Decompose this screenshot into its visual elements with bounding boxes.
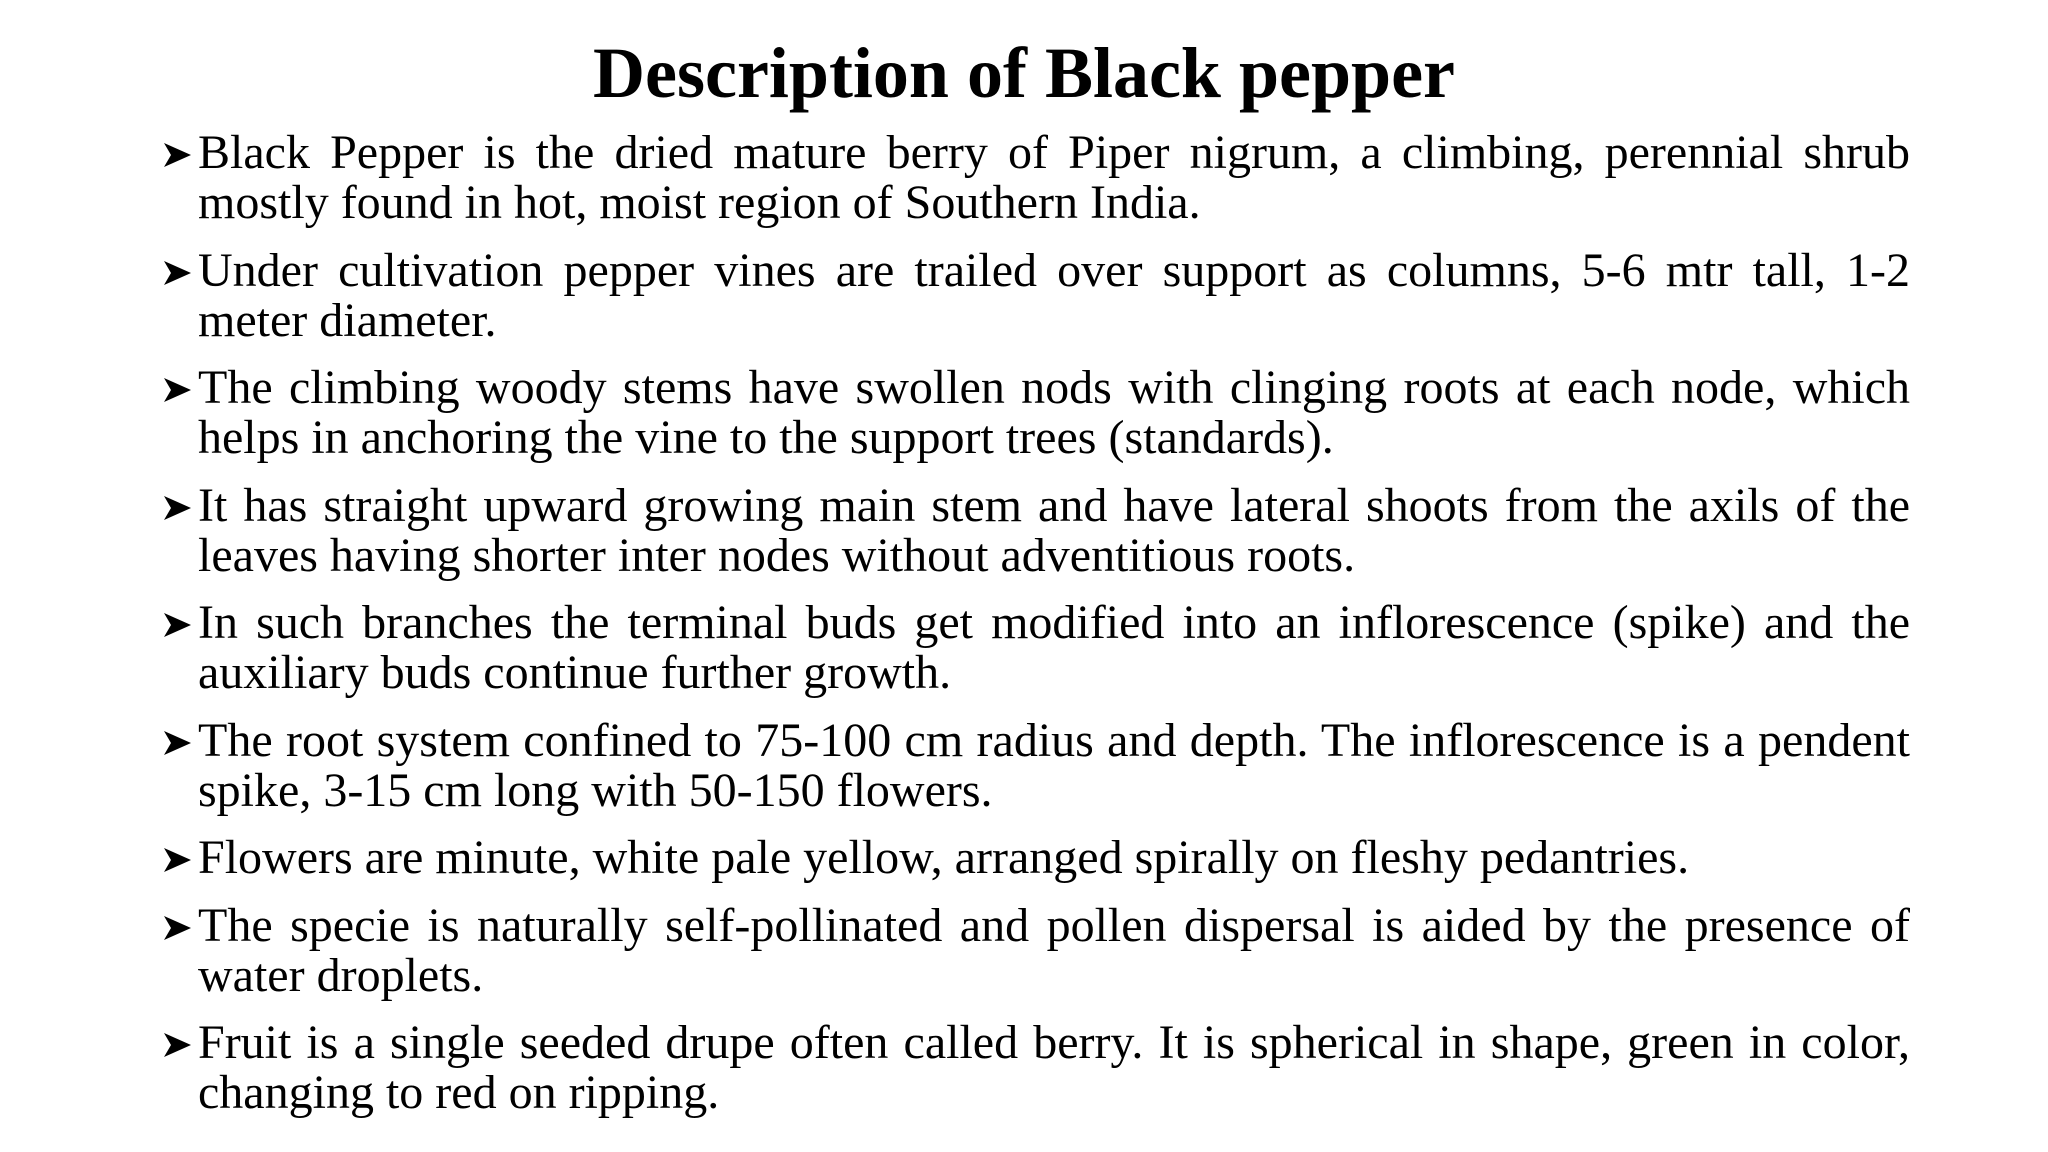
bullet-list	[160, 128, 1910, 1136]
arrowhead-bullet-icon	[160, 901, 198, 951]
bullet-text: Fruit is a single seeded drupe often called berry. It is spherical in shape, green in color, changing to red on ripping.	[198, 1016, 1910, 1119]
arrowhead-bullet-icon	[160, 833, 198, 883]
bullet-item	[160, 478, 1910, 582]
bullet-item	[160, 1018, 1910, 1118]
bullet-item	[160, 128, 1910, 228]
arrowhead-bullet-icon	[160, 1018, 198, 1068]
bullet-item	[160, 363, 1910, 463]
bullet-item	[160, 713, 1910, 817]
arrowhead-bullet-icon	[160, 716, 198, 766]
arrowhead-bullet-icon	[160, 128, 198, 178]
bullet-text: In such branches the terminal buds get modified into an inflorescence (spike) and the auxiliary buds continue further growth.	[198, 596, 1910, 699]
bullet-text: Flowers are minute, white pale yellow, arranged spirally on fleshy pedantries.	[198, 831, 1690, 884]
bullet-item	[160, 898, 1910, 1002]
arrowhead-bullet-icon	[160, 481, 198, 531]
bullet-text: Under cultivation pepper vines are trailed over support as columns, 5-6 mtr tall, 1-2 meter diameter.	[198, 243, 1910, 347]
bullet-text: Black Pepper is the dried mature berry of Piper nigrum, a climbing, perennial shrub mostly found in hot, moist region of Southern India.	[198, 126, 1910, 229]
slide-title: Description of Black pepper	[593, 33, 1455, 113]
bullet-item	[160, 833, 1910, 883]
arrowhead-bullet-icon	[160, 598, 198, 648]
bullet-item	[160, 598, 1910, 698]
bullet-text: It has straight upward growing main stem and have lateral shoots from the axils of the leaves having shorter inter nodes without adventitious roots.	[198, 478, 1910, 582]
bullet-text: The climbing woody stems have swollen nods with clinging roots at each node, which helps in anchoring the vine to the support trees (standards).	[198, 361, 1910, 464]
bullet-text: The root system confined to 75-100 cm radius and depth. The inflorescence is a pendent spike, 3-15 cm long with 50-150 flowers.	[198, 713, 1910, 817]
bullet-item	[160, 243, 1910, 347]
bullet-text: The specie is naturally self-pollinated and pollen dispersal is aided by the presence of water droplets.	[198, 898, 1910, 1002]
arrowhead-bullet-icon	[160, 363, 198, 413]
arrowhead-bullet-icon	[160, 246, 198, 296]
